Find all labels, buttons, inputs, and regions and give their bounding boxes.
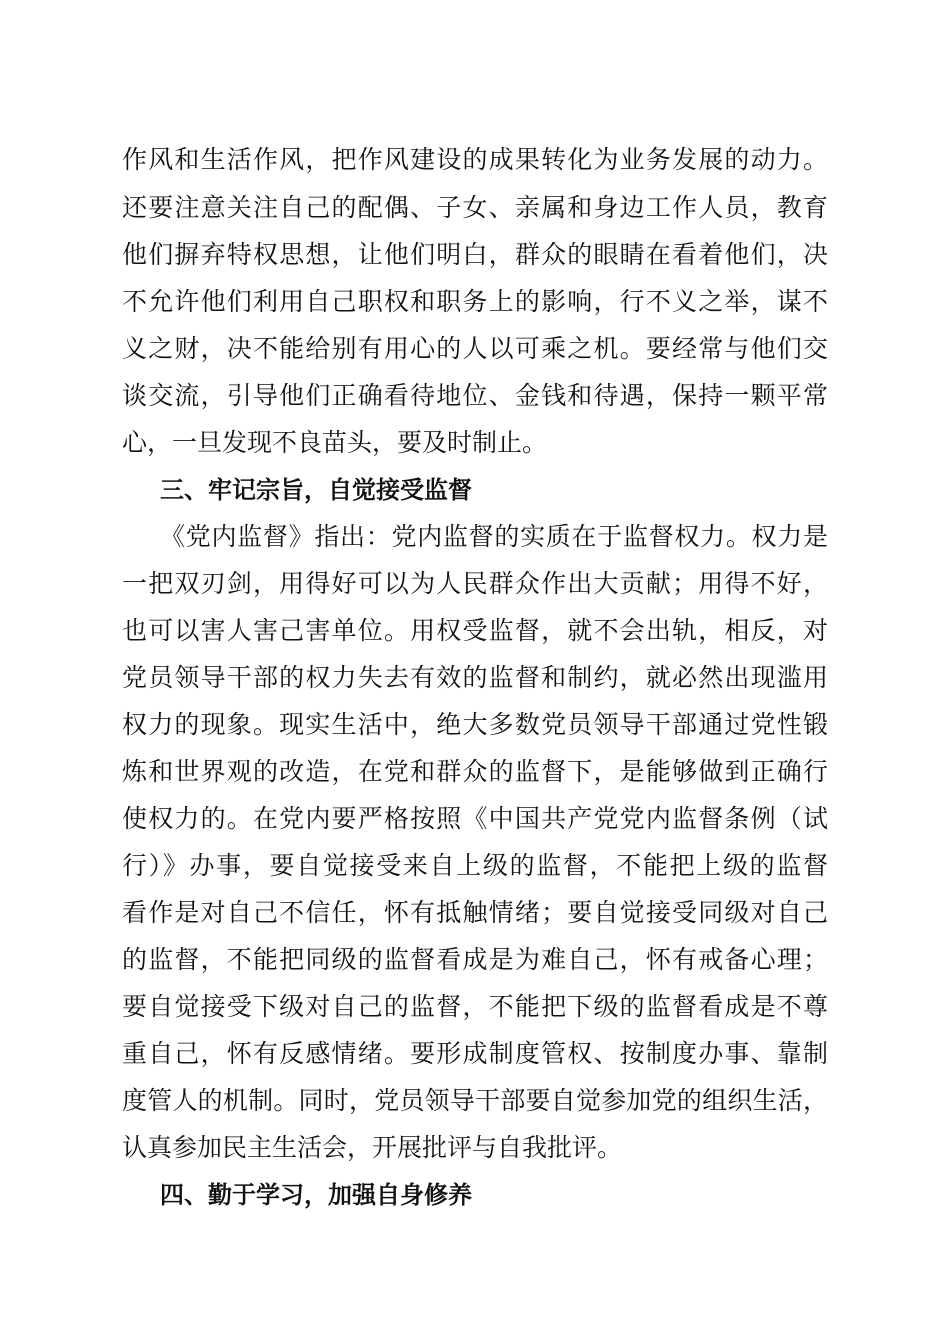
paragraph-line: 心，一旦发现不良苗头，要及时制止。 (122, 428, 548, 457)
paragraph-line: 权力的现象。现实生活中，绝大多数党员领导干部通过党性锻 (122, 710, 828, 739)
paragraph-line: 不允许他们利用自己职权和职务上的影响，行不义之举，谋不 (122, 287, 828, 316)
paragraph-line: 行）》办事，要自觉接受来自上级的监督，不能把上级的监督 (122, 851, 828, 880)
section-heading: 三、牢记宗旨，自觉接受监督 (160, 476, 472, 504)
paragraph-line: 《党内监督》指出：党内监督的实质在于监督权力。权力是 (160, 522, 828, 551)
paragraph-line: 谈交流，引导他们正确看待地位、金钱和待遇，保持一颗平常 (122, 381, 828, 410)
paragraph-line: 看作是对自己不信任，怀有抵触情绪；要自觉接受同级对自己 (122, 898, 828, 927)
paragraph-line: 他们摒弃特权思想，让他们明白，群众的眼睛在看着他们，决 (122, 240, 828, 269)
paragraph-line: 度管人的机制。同时，党员领导干部要自觉参加党的组织生活， (122, 1086, 828, 1115)
paragraph-line: 还要注意关注自己的配偶、子女、亲属和身边工作人员，教育 (122, 193, 828, 222)
paragraph-line: 认真参加民主生活会，开展批评与自我批评。 (122, 1133, 623, 1162)
paragraph-line: 炼和世界观的改造，在党和群众的监督下，是能够做到正确行 (122, 757, 828, 786)
paragraph-line: 一把双刃剑，用得好可以为人民群众作出大贡献；用得不好， (122, 569, 828, 598)
paragraph-line: 重自己，怀有反感情绪。要形成制度管权、按制度办事、靠制 (122, 1039, 828, 1068)
paragraph-line: 党员领导干部的权力失去有效的监督和制约，就必然出现滥用 (122, 663, 828, 692)
paragraph-line: 也可以害人害己害单位。用权受监督，就不会出轨，相反，对 (122, 616, 828, 645)
paragraph-line: 义之财，决不能给别有用心的人以可乘之机。要经常与他们交 (122, 334, 828, 363)
paragraph-line: 要自觉接受下级对自己的监督，不能把下级的监督看成是不尊 (122, 992, 828, 1021)
paragraph-line: 使权力的。在党内要严格按照《中国共产党党内监督条例（试 (122, 804, 828, 833)
section-heading: 四、勤于学习，加强自身修养 (160, 1181, 472, 1209)
paragraph-line: 作风和生活作风，把作风建设的成果转化为业务发展的动力。 (122, 145, 828, 174)
paragraph-line: 的监督，不能把同级的监督看成是为难自己，怀有戒备心理； (122, 945, 828, 974)
